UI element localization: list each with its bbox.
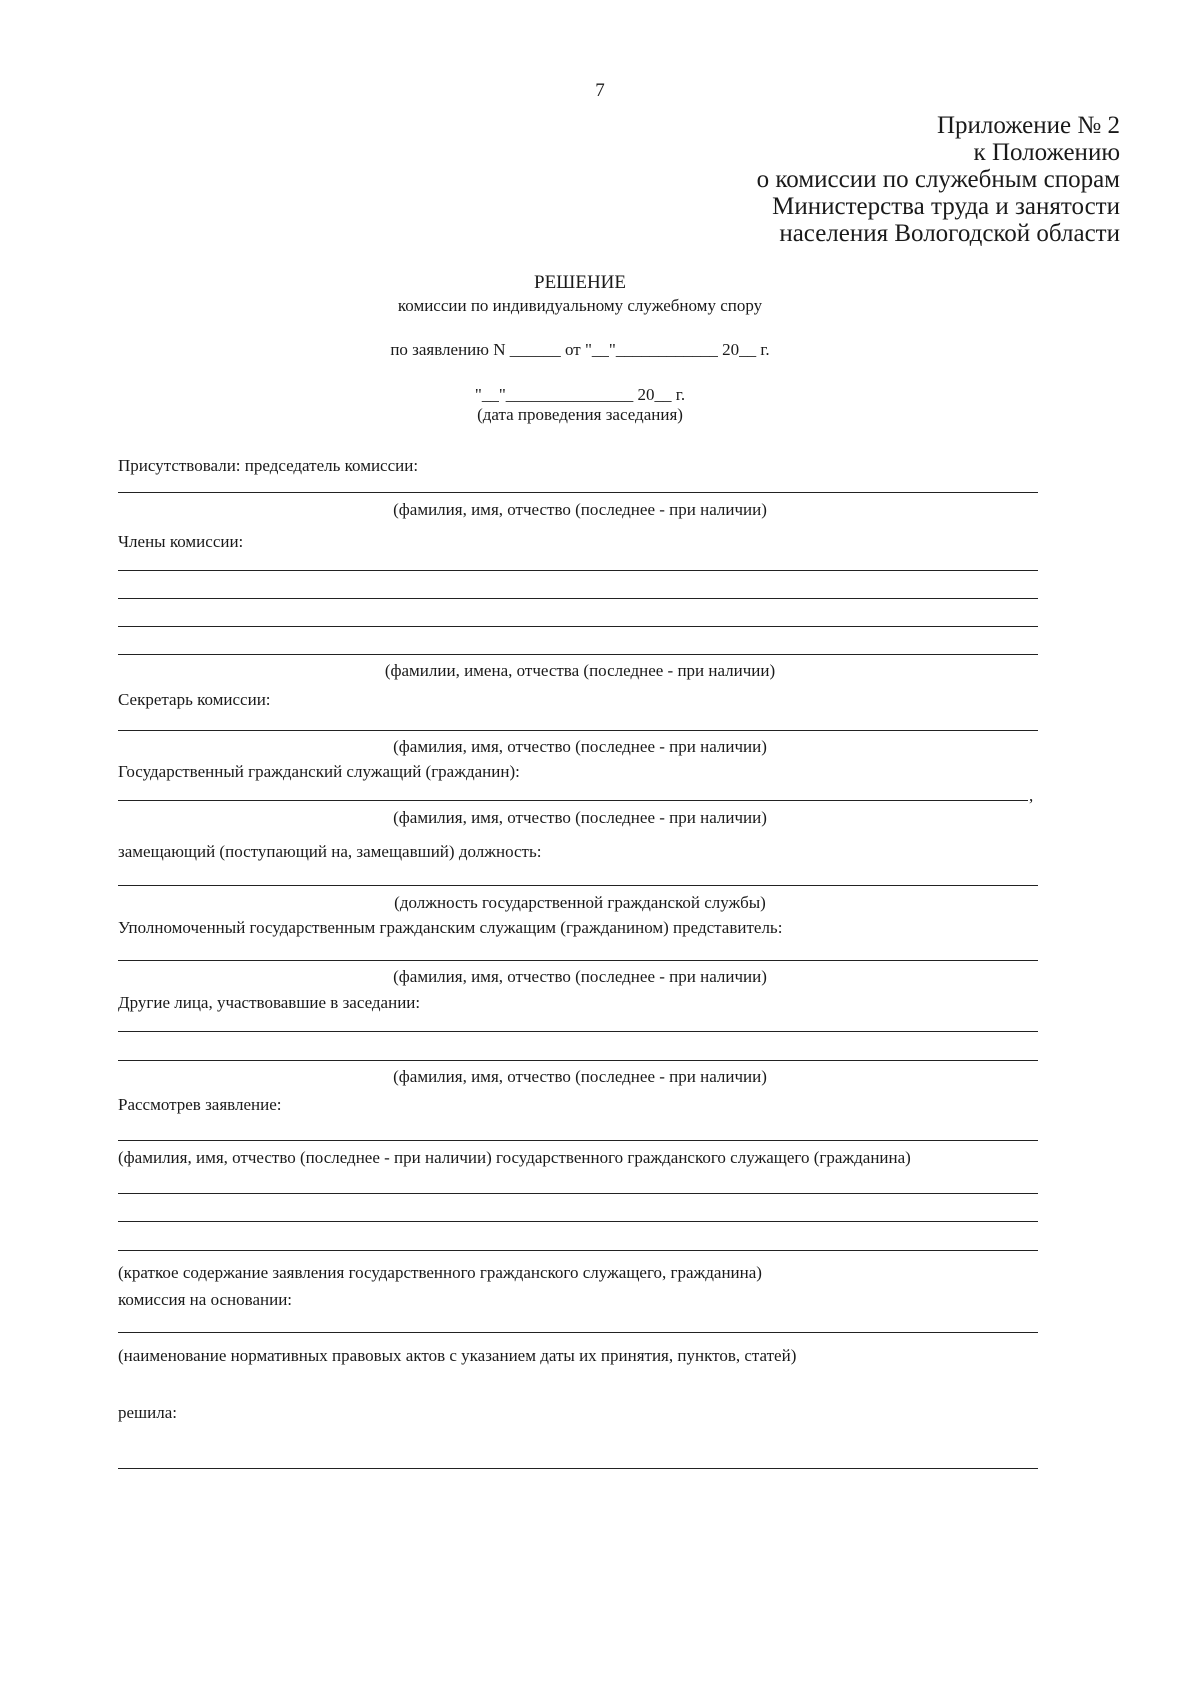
summary-fill-line [118,1193,1038,1194]
others-fill-line [118,1031,1038,1032]
summary-fill-line [118,1250,1038,1251]
members-fill-line [118,626,1038,627]
representative-fill-line [118,960,1038,961]
decided-label: решила: [118,1403,177,1422]
appendix-line: Приложение № 2 [936,112,1120,139]
members-fill-line [118,654,1038,655]
position-label: замещающий (поступающий на, замещавший) должность: [118,842,542,861]
representative-label: Уполномоченный государственным гражданским служащим (гражданином) представитель: [118,918,783,937]
basis-fill-line [118,1332,1038,1333]
acts-caption: (наименование нормативных правовых актов с указанием даты их принятия, пунктов, статей) [118,1346,797,1365]
summary-fill-line [118,1221,1038,1222]
appendix-line: о комиссии по служебным спорам [756,166,1120,193]
present-label: Присутствовали: председатель комиссии: [118,456,419,475]
meeting-date-caption: (дата проведения заседания) [477,405,683,424]
members-fill-line [118,570,1038,571]
position-caption: (должность государственной гражданской службы) [394,893,766,912]
fio-plural-caption: (фамилии, имена, отчества (последнее - при наличии) [384,661,776,680]
servant-fio-caption: (фамилия, имя, отчество (последнее - при наличии) государственного гражданского служащего (гражданина) [118,1148,911,1167]
decision-fill-line [118,1468,1038,1469]
appendix-line: Министерства труда и занятости [772,193,1120,220]
basis-label: комиссия на основании: [118,1290,293,1309]
page-number: 7 [595,80,605,101]
servant-label: Государственный гражданский служащий (гражданин): [118,762,520,781]
others-fill-line [118,1060,1038,1061]
appendix-line: к Положению [973,139,1120,166]
appendix-line: населения Вологодской области [779,220,1120,247]
document-subtitle: комиссии по индивидуальному служебному спору [397,296,763,315]
considered-fill-line [118,1140,1038,1141]
chairman-fill-line [118,492,1038,493]
position-fill-line [118,885,1038,886]
fio-caption: (фамилия, имя, отчество (последнее - при наличии) [393,808,767,827]
meeting-date-line: "__"_______________ 20__ г. [474,385,686,404]
servant-fill-line [118,800,1028,801]
secretary-label: Секретарь комиссии: [118,690,271,709]
fio-caption: (фамилия, имя, отчество (последнее - при наличии) [393,737,767,756]
members-label: Члены комиссии: [118,532,244,551]
application-line: по заявлению N ______ от "__"____________ 20__ г. [390,340,770,359]
fio-caption: (фамилия, имя, отчество (последнее - при наличии) [393,1067,767,1086]
document-title: РЕШЕНИЕ [534,272,626,293]
comma-mark: , [1029,786,1034,805]
fio-caption: (фамилия, имя, отчество (последнее - при наличии) [393,500,767,519]
considered-label: Рассмотрев заявление: [118,1095,282,1114]
members-fill-line [118,598,1038,599]
others-label: Другие лица, участвовавшие в заседании: [118,993,421,1012]
fio-caption: (фамилия, имя, отчество (последнее - при наличии) [393,967,767,986]
secretary-fill-line [118,730,1038,731]
summary-caption: (краткое содержание заявления государственного гражданского служащего, гражданина) [118,1263,762,1282]
